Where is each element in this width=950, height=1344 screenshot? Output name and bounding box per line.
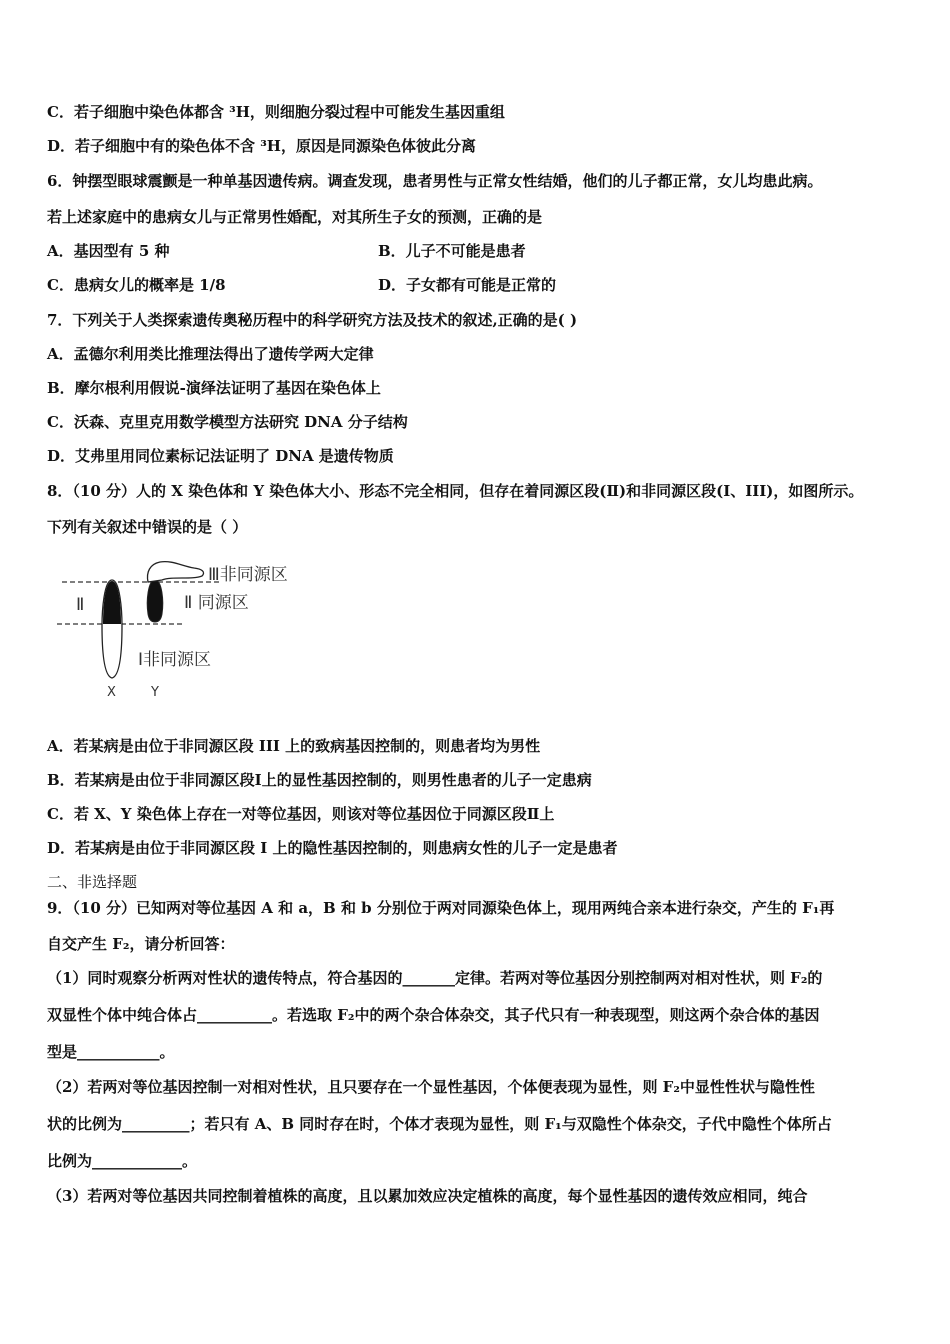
label-region-i: Ⅰ非同源区 xyxy=(138,650,212,670)
q9-part1-line1: （1）同时观察分析两对性状的遗传特点，符合基因的_______定律。若两对等位基因分别控制两对相对性状，则 F₂的 xyxy=(47,969,823,987)
q5-option-c: C．若子细胞中染色体都含 ³H，则细胞分裂过程中可能发生基因重组 xyxy=(47,103,505,121)
q9-part2-line3: 比例为____________。 xyxy=(47,1152,198,1170)
label-region-iii: Ⅲ非同源区 xyxy=(208,565,288,585)
q9-part1-line2: 双显性个体中纯合体占__________。若选取 F₂中的两个杂合体杂交，其子代只有一种表现型，则这两个杂合体的基因 xyxy=(47,1006,820,1024)
q6-option-d: D．子女都有可能是正常的 xyxy=(378,276,557,294)
q7-option-c: C．沃森、克里克用数学模型方法研究 DNA 分子结构 xyxy=(47,413,408,431)
y-homologous-segment xyxy=(147,580,162,622)
q9-stem: 9．（10 分）已知两对等位基因 A 和 a，B 和 b 分别位于两对同源染色体上，现用两纯合亲本进行杂交，产生的 F₁再 xyxy=(47,899,835,917)
q6-option-c: C．患病女儿的概率是 1/8 xyxy=(47,276,226,294)
section-heading: 二、非选择题 xyxy=(47,873,138,891)
q9-part3-line1: （3）若两对等位基因共同控制着植株的高度，且以累加效应决定植株的高度，每个显性基因的遗传效应相同，纯合 xyxy=(47,1187,808,1205)
q8-option-c: C．若 X、Y 染色体上存在一对等位基因，则该对等位基因位于同源区段Ⅱ上 xyxy=(47,805,555,823)
q8-option-d: D．若某病是由位于非同源区段 I 上的隐性基因控制的，则患病女性的儿子一定是患者 xyxy=(47,839,618,857)
q7-option-d: D．艾弗里用同位素标记法证明了 DNA 是遗传物质 xyxy=(47,447,394,465)
q9-part1-line3: 型是___________。 xyxy=(47,1043,175,1061)
q6-stem: 6．钟摆型眼球震颤是一种单基因遗传病。调查发现，患者男性与正常女性结婚，他们的儿子都正常，女儿均患此病。 xyxy=(47,172,823,190)
q8-stem-2: 下列有关叙述中错误的是（ ） xyxy=(47,518,248,536)
q8-stem: 8．（10 分）人的 X 染色体和 Y 染色体大小、形态不完全相同，但存在着同源区段(Ⅱ)和非同源区段(I、III)，如图所示。 xyxy=(47,482,864,500)
y-nonhomologous-segment xyxy=(148,562,204,582)
label-region-ii-left: Ⅱ xyxy=(76,595,85,615)
q5-option-d: D．若子细胞中有的染色体不含 ³H，原因是同源染色体彼此分离 xyxy=(47,137,476,155)
q9-stem-2: 自交产生 F₂，请分析回答： xyxy=(47,935,235,953)
q9-part2-line2: 状的比例为_________；若只有 A、B 同时存在时，个体才表现为显性，则 F₁与双隐性个体杂交，子代中隐性个体所占 xyxy=(47,1115,832,1133)
q8-option-b: B．若某病是由位于非同源区段Ⅰ上的显性基因控制的，则男性患者的儿子一定患病 xyxy=(47,771,592,789)
label-x: X xyxy=(107,685,116,700)
q8-option-a: A．若某病是由位于非同源区段 III 上的致病基因控制的，则患者均为男性 xyxy=(47,737,541,755)
label-y: Y xyxy=(151,685,159,700)
q7-option-b: B．摩尔根利用假说-演绎法证明了基因在染色体上 xyxy=(47,379,381,397)
xy-chromosome-figure xyxy=(52,556,312,706)
q6-option-a: A．基因型有 5 种 xyxy=(47,242,170,260)
q7-option-a: A．孟德尔利用类比推理法得出了遗传学两大定律 xyxy=(47,345,374,363)
q9-part2-line1: （2）若两对等位基因控制一对相对性状，且只要存在一个显性基因，个体便表现为显性，则 F₂中显性性状与隐性性 xyxy=(47,1078,815,1096)
q6-option-b: B．儿子不可能是患者 xyxy=(378,242,526,260)
q7-stem: 7．下列关于人类探索遗传奥秘历程中的科学研究方法及技术的叙述,正确的是( ) xyxy=(47,311,578,329)
label-region-ii-right: Ⅱ 同源区 xyxy=(184,593,249,613)
q6-stem-2: 若上述家庭中的患病女儿与正常男性婚配，对其所生子女的预测，正确的是 xyxy=(47,208,543,226)
